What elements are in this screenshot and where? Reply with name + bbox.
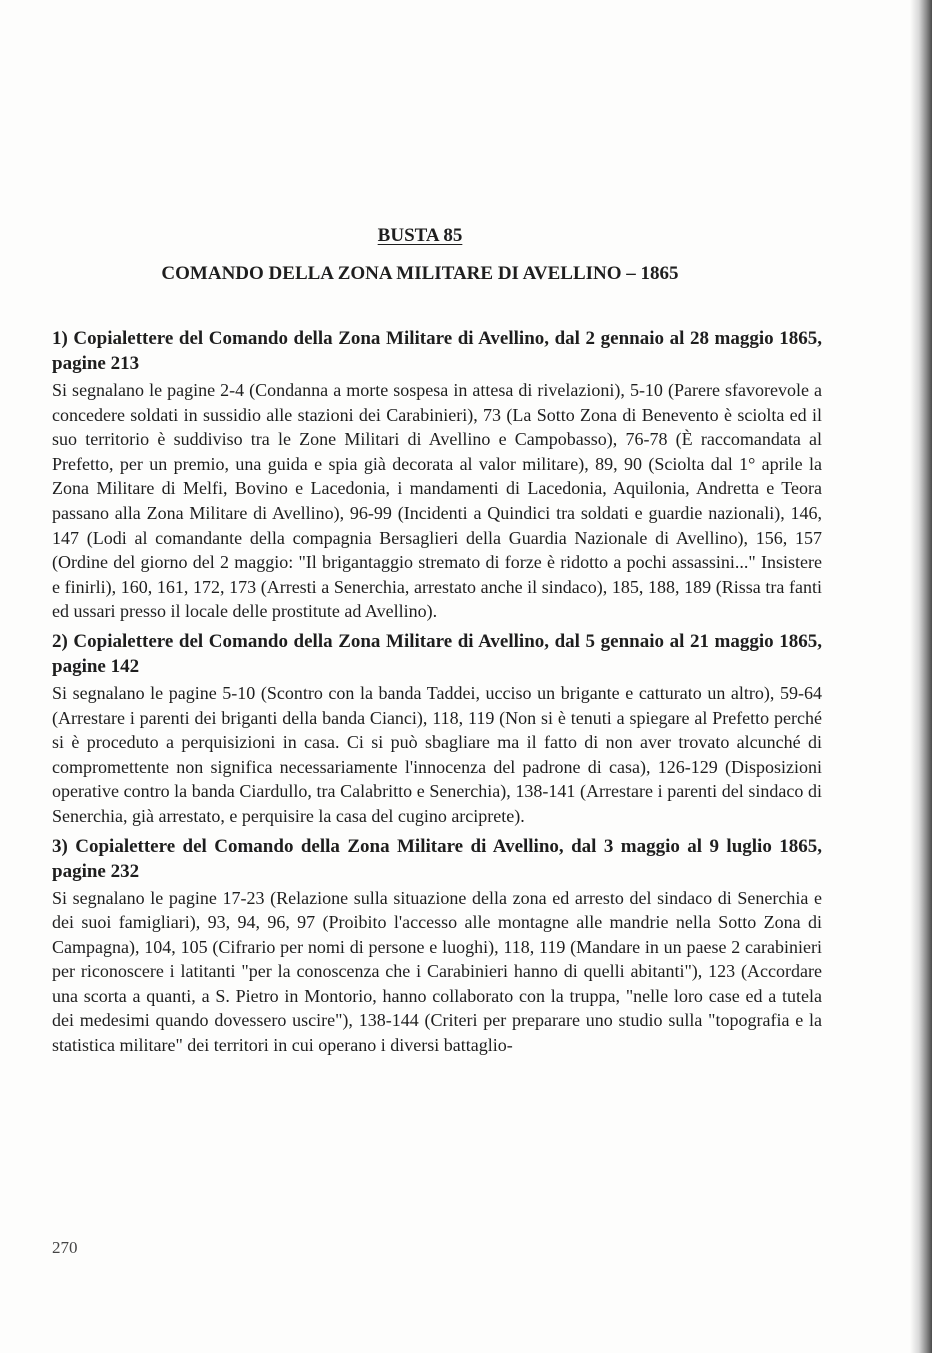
busta-title: BUSTA 85 [377,225,463,246]
section-title: COMANDO DELLA ZONA MILITARE DI AVELLINO – 1865 [161,263,679,284]
entry-3 [52,834,822,1058]
entry-1 [52,326,822,624]
entry-body: Si segnalano le pagine 17-23 (Relazione sulla situazione della zona ed arresto del sindaco di Senerchia e dei suoi famigliari), 93, 94, 96, 97 (Proibito l'accesso alle montagne alle mandrie nella Sotto Zona di Campagna), 104, 105 (Cifrario per nomi di persone e luoghi), 118, 119 (Mandare in un paese 2 carabinieri per riconoscere i latitanti "per la conoscenza che i Carabinieri hanno di quelli abitanti"), 123 (Accordare una scorta a quanti, a S. Pietro in Montorio, hanno collaborato con la truppa, "nelle loro case ed a tutela dei medesimi quando dovessero uscire"), 138-144 (Criteri per preparare uno studio sulla "topografia e la statistica militare" dei territori in cui operano i diversi battaglio- [52,887,822,1056]
entry-2 [52,629,822,829]
entries-list [52,326,822,1063]
page-number: 270 [52,1238,78,1257]
page-binding-shadow [910,0,932,1353]
entry-body: Si segnalano le pagine 5-10 (Scontro con la banda Taddei, ucciso un brigante e catturato un altro), 59-64 (Arrestare i parenti dei briganti della banda Cianci), 118, 119 (Non si è tenuti a spiegare al Prefetto perché si è proceduto a perquisizioni in casa. Ci si può sbagliare ma il fatto di non aver trovato alcunché di compromettente non significa necessariamente l'innocenza del padrone di casa), 126-129 (Disposizioni operative contro la banda Ciardullo, tra Calabritto e Senerchia), 138-141 (Arrestare i parenti del sindaco di Senerchia, già arrestato, e perquisire la casa del cugino arciprete). [52,682,822,826]
entry-heading: 3) Copialettere del Comando della Zona Militare di Avellino, dal 3 maggio al 9 luglio 1865, pagine 232 [52,835,822,882]
entry-heading: 1) Copialettere del Comando della Zona Militare di Avellino, dal 2 gennaio al 28 maggio 1865, pagine 213 [52,328,822,374]
entry-heading: 2) Copialettere del Comando della Zona Militare di Avellino, dal 5 gennaio al 21 maggio 1865, pagine 142 [52,630,822,677]
entry-body: Si segnalano le pagine 2-4 (Condanna a morte sospesa in attesa di rivelazioni), 5-10 (Parere sfavorevole a concedere soldati in sussidio alle stazioni dei Carabinieri), 73 (La Sotto Zona di Benevento è sciolta ed il suo territorio è suddiviso tra le Zone Militari di Avellino e Campobasso), 76-78 (È raccomandata al Prefetto, per un premio, una guida e spia già decorata al valor militare), 89, 90 (Sciolta dal 1° aprile la Zona Militare di Melfi, Bovino e Lacedonia, i mandamenti di Lacedonia, Aquilonia, Andretta e Teora passano alla Zona Militare di Avellino), 96-99 (Incidenti a Quindici tra soldati e guardie nazionali), 146, 147 (Lodi al comandante della compagnia Bersaglieri della Guardia Nazionale di Avellino), 156, 157 (Ordine del giorno del 2 maggio: "Il brigantaggio stremato di forze è ridotto a pochi assassini..." Insistere e finirli), 160, 161, 172, 173 (Arresti a Senerchia, arrestato anche il sindaco), 185, 188, 189 (Rissa tra fanti ed ussari presso il locale delle prostitute ad Avellino). [52,380,822,622]
